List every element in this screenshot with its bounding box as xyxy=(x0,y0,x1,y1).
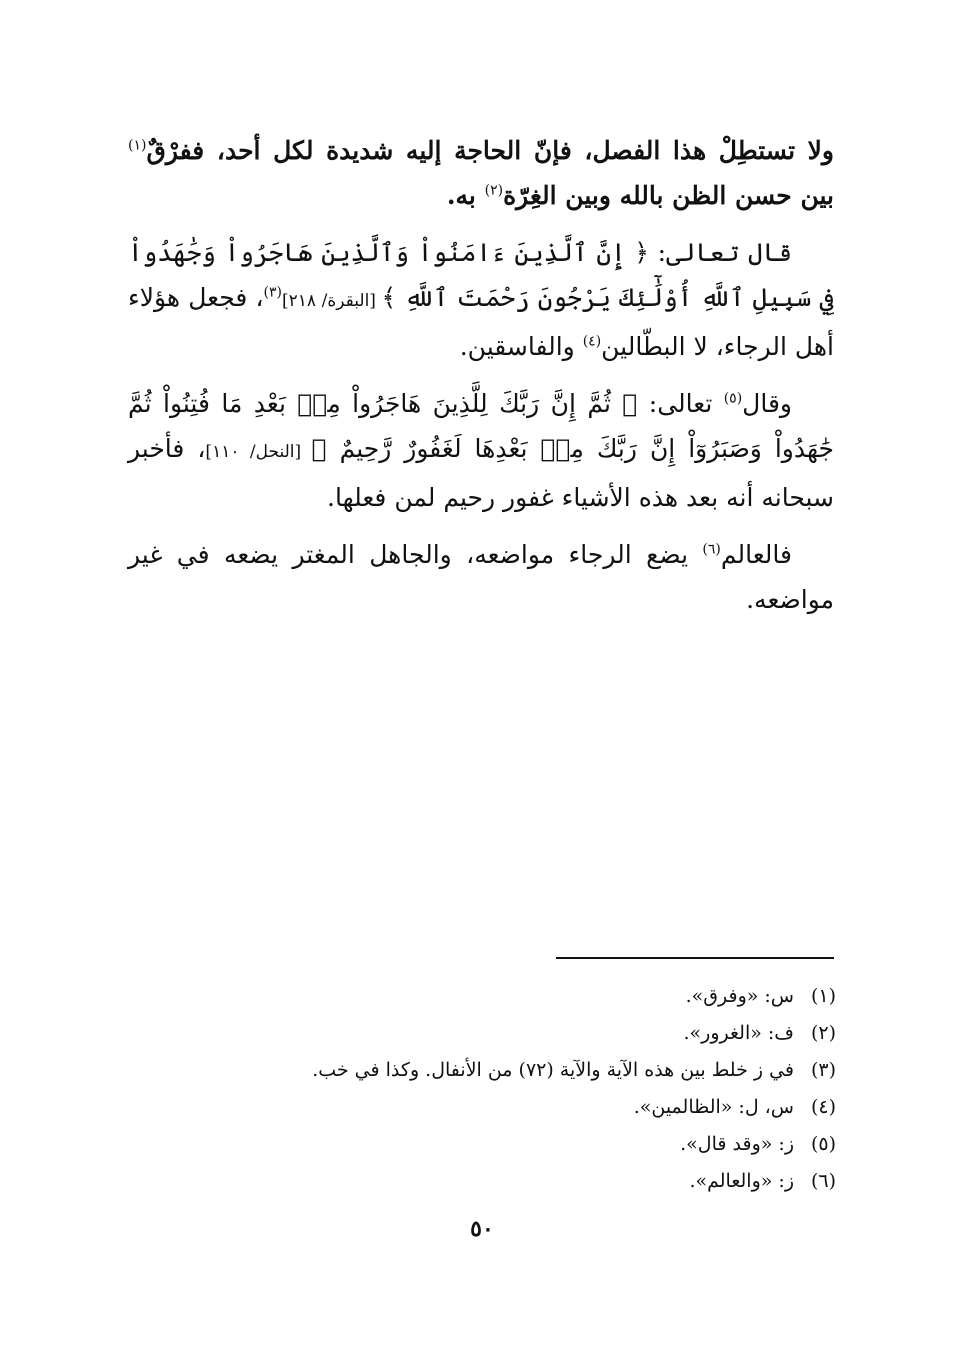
footnote-ref-2: (٢) xyxy=(484,182,504,199)
paragraph-1 xyxy=(128,128,834,218)
p4-text-cont: يضع الرجاء مواضعه، والجاهل المغتر يضعه في غير مواضعه. xyxy=(128,540,834,614)
footnote-6 xyxy=(200,1163,836,1200)
p3-intro-2: تعالى: xyxy=(637,389,724,418)
footnote-1 xyxy=(200,978,836,1015)
footnote-text: س، ل: «الظالمين». xyxy=(633,1096,794,1118)
footnote-number: (٣) xyxy=(810,1059,836,1081)
footnote-text: ز: «والعالم». xyxy=(689,1170,794,1192)
paragraph-2 xyxy=(128,230,834,369)
footnote-number: (٥) xyxy=(810,1133,836,1155)
footnote-text: ز: «وقد قال». xyxy=(680,1133,794,1155)
page-number: ٥٠ xyxy=(470,1216,494,1242)
p2-intro: قال تعالى: xyxy=(648,238,792,267)
footnote-number: (١) xyxy=(810,985,836,1007)
footnote-ref-3: (٣) xyxy=(263,284,283,301)
footnote-ref-1: (١) xyxy=(128,137,147,154)
p4-intro: فالعالم xyxy=(720,540,792,569)
paragraph-3 xyxy=(128,381,834,520)
footnote-ref-6: (٦) xyxy=(702,541,721,558)
p2-text-cont: ، فجعل هؤلاء أهل الرجاء، لا البطّالين xyxy=(128,283,834,361)
p3-text-cont: ، فأخبر سبحانه أنه بعد هذه الأشياء غفور رحيم لمن فعلها. xyxy=(128,434,834,512)
footnote-number: (٢) xyxy=(810,1022,836,1044)
footnote-2 xyxy=(200,1015,836,1052)
footnote-text: س: «وفرق». xyxy=(685,985,794,1007)
footnote-number: (٦) xyxy=(810,1170,836,1192)
paragraph-4 xyxy=(128,532,834,622)
quran-verse-baqarah: ﴿ إِنَّ ٱلَّذِينَ ءَامَنُواْ وَٱلَّذِينَ هَاجَرُواْ وَجَٰهَدُواْ فِي سَبِيلِ ٱللَّهِ أُوْلَٰٓئِكَ يَرْجُونَ رَحْمَتَ ٱللَّهِ ﴾ xyxy=(128,238,834,312)
footnote-text: في ز خلط بين هذه الآية والآية (٧٢) من الأنفال. وكذا في خب. xyxy=(312,1059,794,1081)
verse-ref-nahl: [النحل/ ١١٠] xyxy=(205,442,312,462)
footnote-separator xyxy=(556,957,834,959)
footnote-ref-5: (٥) xyxy=(723,390,743,407)
footnote-5 xyxy=(200,1126,836,1163)
footnote-number: (٤) xyxy=(810,1096,836,1118)
p1-text-start: ولا تستطِلْ هذا الفصل، فإنّ الحاجة إليه شديدة لكل أحد، ففرْقٌ xyxy=(146,136,834,165)
footnote-ref-4: (٤) xyxy=(582,333,602,350)
p1-text-cont: بين حسن الظن بالله وبين الغِرّة xyxy=(503,181,834,210)
footnote-3 xyxy=(200,1052,836,1089)
footnotes xyxy=(200,978,836,1200)
p1-text-end: به. xyxy=(446,181,485,210)
verse-ref-baqarah: [البقرة/ ٢١٨] xyxy=(282,291,382,311)
quran-verse-nahl: ﴿ ثُمَّ إِنَّ رَبَّكَ لِلَّذِينَ هَاجَرُواْ مِنۢ بَعْدِ مَا فُتِنُواْ ثُمَّ جَٰهَدُواْ وَصَبَرُوٓاْ إِنَّ رَبَّكَ مِنۢ بَعْدِهَا لَغَفُورٌ رَّحِيمٌ ﴾ xyxy=(128,389,834,463)
main-text xyxy=(128,128,834,634)
footnote-4 xyxy=(200,1089,836,1126)
p2-text-end: والفاسقين. xyxy=(459,332,583,361)
footnote-text: ف: «الغرور». xyxy=(683,1022,794,1044)
p3-intro: وقال xyxy=(742,389,792,418)
